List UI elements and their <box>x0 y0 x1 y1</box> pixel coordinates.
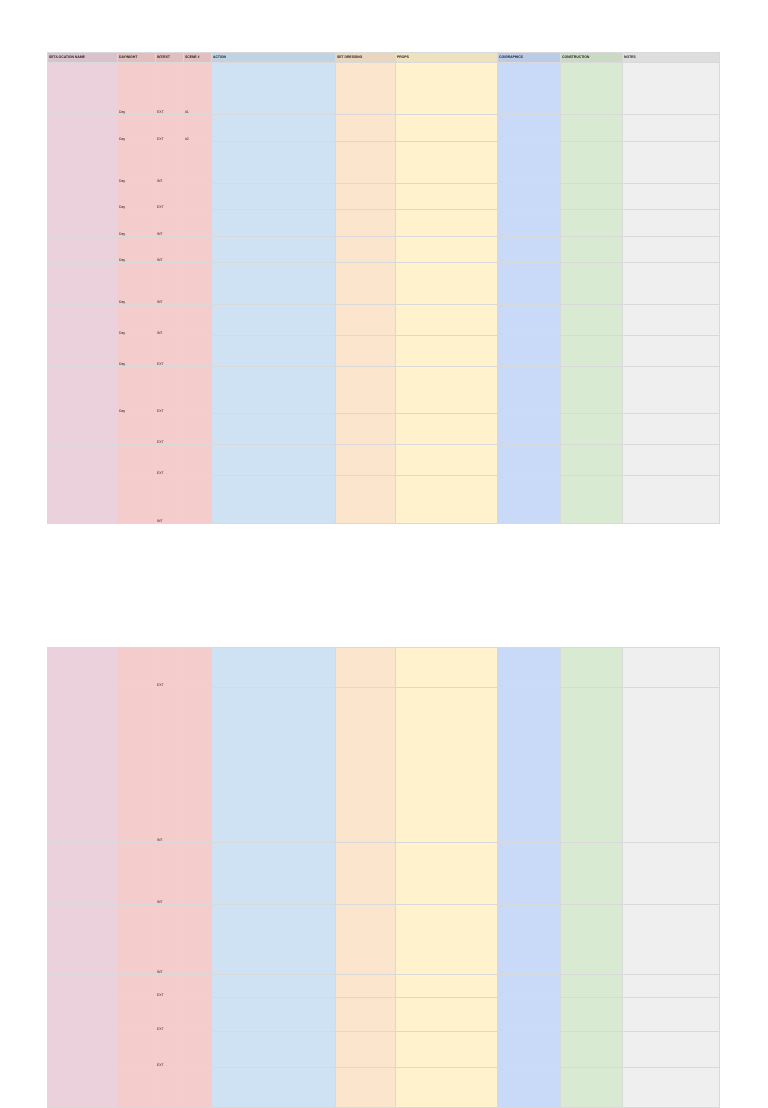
props-cell[interactable] <box>396 476 498 524</box>
notes-cell[interactable] <box>623 1032 720 1068</box>
set-dressing-cell[interactable] <box>336 975 396 998</box>
table-row <box>48 142 720 184</box>
int-ext-cell[interactable]: INT <box>156 237 184 263</box>
cg-graphics-cell[interactable] <box>498 1032 561 1068</box>
set-dressing-cell[interactable] <box>336 905 396 975</box>
props-cell[interactable] <box>396 237 498 263</box>
cg-graphics-cell[interactable] <box>498 476 561 524</box>
table-row <box>48 975 720 998</box>
construction-cell[interactable] <box>561 414 623 445</box>
int-ext-cell[interactable]: EXT <box>156 115 184 142</box>
action-cell[interactable] <box>212 1032 336 1068</box>
notes-cell[interactable] <box>623 115 720 142</box>
cg-graphics-cell[interactable] <box>498 336 561 367</box>
notes-cell[interactable] <box>623 367 720 414</box>
scene-number-cell[interactable] <box>184 688 212 843</box>
scene-number-cell[interactable] <box>184 367 212 414</box>
action-cell[interactable] <box>212 414 336 445</box>
int-ext-cell[interactable]: EXT <box>156 367 184 414</box>
action-cell[interactable] <box>212 63 336 115</box>
day-night-cell[interactable] <box>118 1032 156 1068</box>
notes-cell[interactable] <box>623 843 720 905</box>
action-cell[interactable] <box>212 905 336 975</box>
scene-number-cell[interactable] <box>184 843 212 905</box>
set-location-cell[interactable] <box>48 648 118 688</box>
props-cell[interactable] <box>396 1068 498 1108</box>
construction-cell[interactable] <box>561 648 623 688</box>
table-row <box>48 210 720 237</box>
construction-cell[interactable] <box>561 367 623 414</box>
set-location-cell[interactable] <box>48 115 118 142</box>
table-row <box>48 367 720 414</box>
props-cell[interactable] <box>396 975 498 998</box>
action-cell[interactable] <box>212 305 336 336</box>
cg-graphics-cell[interactable] <box>498 648 561 688</box>
set-location-cell[interactable] <box>48 688 118 843</box>
scene-number-cell[interactable] <box>184 414 212 445</box>
scene-number-cell[interactable] <box>184 263 212 305</box>
cg-graphics-cell[interactable] <box>498 905 561 975</box>
props-cell[interactable] <box>396 184 498 210</box>
set-dressing-cell[interactable] <box>336 263 396 305</box>
construction-cell[interactable] <box>561 1032 623 1068</box>
set-location-cell[interactable] <box>48 336 118 367</box>
int-ext-cell[interactable]: EXT <box>156 975 184 998</box>
props-cell[interactable] <box>396 998 498 1032</box>
set-dressing-cell[interactable] <box>336 336 396 367</box>
table-row <box>48 905 720 975</box>
cg-graphics-cell[interactable] <box>498 237 561 263</box>
scene-number-cell[interactable] <box>184 998 212 1032</box>
scene-number-cell[interactable] <box>184 905 212 975</box>
int-ext-cell[interactable]: INT <box>156 263 184 305</box>
set-dressing-cell[interactable] <box>336 1032 396 1068</box>
set-location-cell[interactable] <box>48 1032 118 1068</box>
cg-graphics-cell[interactable] <box>498 263 561 305</box>
set-location-cell[interactable] <box>48 1068 118 1108</box>
props-cell[interactable] <box>396 843 498 905</box>
props-cell[interactable] <box>396 263 498 305</box>
set-location-cell[interactable] <box>48 237 118 263</box>
set-location-cell[interactable] <box>48 184 118 210</box>
notes-cell[interactable] <box>623 210 720 237</box>
construction-cell[interactable] <box>561 336 623 367</box>
set-location-cell[interactable] <box>48 367 118 414</box>
construction-cell[interactable] <box>561 210 623 237</box>
table-row <box>48 648 720 688</box>
construction-cell[interactable] <box>561 142 623 184</box>
set-location-cell[interactable] <box>48 305 118 336</box>
table-body-bottom <box>48 648 720 1108</box>
action-cell[interactable] <box>212 975 336 998</box>
int-ext-cell[interactable] <box>156 1068 184 1108</box>
set-dressing-cell[interactable] <box>336 142 396 184</box>
int-ext-cell[interactable]: EXT <box>156 445 184 476</box>
notes-cell[interactable] <box>623 688 720 843</box>
breakdown-table-bottom <box>47 647 720 1108</box>
table-row <box>48 184 720 210</box>
props-cell[interactable] <box>396 414 498 445</box>
props-cell[interactable] <box>396 115 498 142</box>
table-body-top <box>48 63 720 524</box>
scene-number-cell[interactable] <box>184 648 212 688</box>
construction-cell[interactable] <box>561 975 623 998</box>
props-cell[interactable] <box>396 905 498 975</box>
scene-number-cell[interactable] <box>184 1068 212 1108</box>
props-cell[interactable] <box>396 305 498 336</box>
day-night-cell[interactable]: Day <box>118 184 156 210</box>
action-cell[interactable] <box>212 142 336 184</box>
set-dressing-cell[interactable] <box>336 843 396 905</box>
notes-cell[interactable] <box>623 184 720 210</box>
header-day-night: DAY/NIGHT <box>118 53 156 63</box>
day-night-cell[interactable] <box>118 998 156 1032</box>
table-row <box>48 414 720 445</box>
day-night-cell[interactable]: Day <box>118 115 156 142</box>
notes-cell[interactable] <box>623 336 720 367</box>
notes-cell[interactable] <box>623 63 720 115</box>
int-ext-cell[interactable]: INT <box>156 905 184 975</box>
int-ext-cell[interactable]: INT <box>156 305 184 336</box>
construction-cell[interactable] <box>561 1068 623 1108</box>
action-cell[interactable] <box>212 115 336 142</box>
day-night-cell[interactable] <box>118 843 156 905</box>
cg-graphics-cell[interactable] <box>498 414 561 445</box>
construction-cell[interactable] <box>561 237 623 263</box>
day-night-cell[interactable]: Day <box>118 63 156 115</box>
set-dressing-cell[interactable] <box>336 237 396 263</box>
day-night-cell[interactable] <box>118 476 156 524</box>
day-night-cell[interactable]: Day <box>118 142 156 184</box>
notes-cell[interactable] <box>623 305 720 336</box>
header-action: ACTION <box>212 53 336 63</box>
set-dressing-cell[interactable] <box>336 115 396 142</box>
int-ext-cell[interactable]: INT <box>156 843 184 905</box>
set-dressing-cell[interactable] <box>336 998 396 1032</box>
construction-cell[interactable] <box>561 998 623 1032</box>
cg-graphics-cell[interactable] <box>498 975 561 998</box>
construction-cell[interactable] <box>561 115 623 142</box>
scene-number-cell[interactable] <box>184 1032 212 1068</box>
scene-number-cell[interactable] <box>184 237 212 263</box>
scene-number-cell[interactable] <box>184 142 212 184</box>
table-row <box>48 63 720 115</box>
set-dressing-cell[interactable] <box>336 1068 396 1108</box>
day-night-cell[interactable]: Day <box>118 237 156 263</box>
notes-cell[interactable] <box>623 476 720 524</box>
props-cell[interactable] <box>396 336 498 367</box>
scene-number-cell[interactable] <box>184 336 212 367</box>
set-dressing-cell[interactable] <box>336 445 396 476</box>
set-dressing-cell[interactable] <box>336 476 396 524</box>
cg-graphics-cell[interactable] <box>498 210 561 237</box>
header-int-ext: INT/EXT <box>156 53 184 63</box>
table-row <box>48 263 720 305</box>
props-cell[interactable] <box>396 210 498 237</box>
set-dressing-cell[interactable] <box>336 210 396 237</box>
int-ext-cell[interactable]: INT <box>156 210 184 237</box>
table-row <box>48 688 720 843</box>
scene-number-cell[interactable]: #1 <box>184 63 212 115</box>
action-cell[interactable] <box>212 210 336 237</box>
int-ext-cell[interactable]: EXT <box>156 184 184 210</box>
notes-cell[interactable] <box>623 975 720 998</box>
day-night-cell[interactable]: Day <box>118 336 156 367</box>
header-cg-graphics: CG/GRAPHICS <box>498 53 561 63</box>
action-cell[interactable] <box>212 688 336 843</box>
day-night-cell[interactable]: Day <box>118 305 156 336</box>
set-location-cell[interactable] <box>48 263 118 305</box>
action-cell[interactable] <box>212 263 336 305</box>
props-cell[interactable] <box>396 445 498 476</box>
int-ext-cell[interactable]: INT <box>156 688 184 843</box>
action-cell[interactable] <box>212 843 336 905</box>
action-cell[interactable] <box>212 336 336 367</box>
set-location-cell[interactable] <box>48 905 118 975</box>
construction-cell[interactable] <box>561 445 623 476</box>
set-dressing-cell[interactable] <box>336 414 396 445</box>
day-night-cell[interactable] <box>118 1068 156 1108</box>
header-construction: CONSTRUCTION <box>561 53 623 63</box>
notes-cell[interactable] <box>623 998 720 1032</box>
cg-graphics-cell[interactable] <box>498 63 561 115</box>
table-row <box>48 336 720 367</box>
props-cell[interactable] <box>396 367 498 414</box>
set-location-cell[interactable] <box>48 476 118 524</box>
set-location-cell[interactable] <box>48 210 118 237</box>
action-cell[interactable] <box>212 998 336 1032</box>
notes-cell[interactable] <box>623 142 720 184</box>
day-night-cell[interactable] <box>118 414 156 445</box>
action-cell[interactable] <box>212 184 336 210</box>
props-cell[interactable] <box>396 1032 498 1068</box>
header-props: PROPS <box>396 53 498 63</box>
scene-number-cell[interactable] <box>184 305 212 336</box>
set-dressing-cell[interactable] <box>336 648 396 688</box>
cg-graphics-cell[interactable] <box>498 115 561 142</box>
breakdown-sheet-top <box>47 52 719 524</box>
set-location-cell[interactable] <box>48 975 118 998</box>
day-night-cell[interactable] <box>118 648 156 688</box>
cg-graphics-cell[interactable] <box>498 445 561 476</box>
cg-graphics-cell[interactable] <box>498 142 561 184</box>
cg-graphics-cell[interactable] <box>498 367 561 414</box>
table-row <box>48 1068 720 1108</box>
header-row <box>48 53 720 63</box>
breakdown-sheet-bottom <box>47 647 719 1108</box>
breakdown-table-top <box>47 52 720 524</box>
action-cell[interactable] <box>212 367 336 414</box>
int-ext-cell[interactable]: INT <box>156 476 184 524</box>
int-ext-cell[interactable]: EXT <box>156 998 184 1032</box>
header-notes: NOTES <box>623 53 720 63</box>
scene-number-cell[interactable] <box>184 184 212 210</box>
set-location-cell[interactable] <box>48 445 118 476</box>
table-row <box>48 1032 720 1068</box>
construction-cell[interactable] <box>561 843 623 905</box>
table-row <box>48 115 720 142</box>
construction-cell[interactable] <box>561 263 623 305</box>
cg-graphics-cell[interactable] <box>498 843 561 905</box>
construction-cell[interactable] <box>561 63 623 115</box>
table-row <box>48 445 720 476</box>
props-cell[interactable] <box>396 142 498 184</box>
cg-graphics-cell[interactable] <box>498 184 561 210</box>
notes-cell[interactable] <box>623 445 720 476</box>
day-night-cell[interactable]: Day <box>118 367 156 414</box>
construction-cell[interactable] <box>561 305 623 336</box>
props-cell[interactable] <box>396 648 498 688</box>
cg-graphics-cell[interactable] <box>498 305 561 336</box>
action-cell[interactable] <box>212 476 336 524</box>
set-dressing-cell[interactable] <box>336 305 396 336</box>
set-location-cell[interactable] <box>48 414 118 445</box>
int-ext-cell[interactable]: EXT <box>156 414 184 445</box>
scene-number-cell[interactable] <box>184 210 212 237</box>
scene-number-cell[interactable] <box>184 476 212 524</box>
props-cell[interactable] <box>396 63 498 115</box>
day-night-cell[interactable] <box>118 905 156 975</box>
set-location-cell[interactable] <box>48 63 118 115</box>
notes-cell[interactable] <box>623 1068 720 1108</box>
table-row <box>48 237 720 263</box>
set-location-cell[interactable] <box>48 843 118 905</box>
set-location-cell[interactable] <box>48 998 118 1032</box>
set-dressing-cell[interactable] <box>336 688 396 843</box>
day-night-cell[interactable] <box>118 688 156 843</box>
construction-cell[interactable] <box>561 184 623 210</box>
cg-graphics-cell[interactable] <box>498 1068 561 1108</box>
set-dressing-cell[interactable] <box>336 367 396 414</box>
day-night-cell[interactable] <box>118 975 156 998</box>
action-cell[interactable] <box>212 1068 336 1108</box>
int-ext-cell[interactable]: INT <box>156 142 184 184</box>
day-night-cell[interactable] <box>118 445 156 476</box>
construction-cell[interactable] <box>561 688 623 843</box>
day-night-cell[interactable]: Day <box>118 210 156 237</box>
int-ext-cell[interactable]: EXT <box>156 648 184 688</box>
table-row <box>48 476 720 524</box>
table-row <box>48 998 720 1032</box>
table-row <box>48 843 720 905</box>
action-cell[interactable] <box>212 237 336 263</box>
header-location: SET/LOCATION NAME <box>48 53 118 63</box>
action-cell[interactable] <box>212 648 336 688</box>
props-cell[interactable] <box>396 688 498 843</box>
notes-cell[interactable] <box>623 237 720 263</box>
notes-cell[interactable] <box>623 263 720 305</box>
notes-cell[interactable] <box>623 414 720 445</box>
notes-cell[interactable] <box>623 648 720 688</box>
day-night-cell[interactable]: Day <box>118 263 156 305</box>
scene-number-cell[interactable]: #2 <box>184 115 212 142</box>
action-cell[interactable] <box>212 445 336 476</box>
header-set-dressing: SET DRESSING <box>336 53 396 63</box>
notes-cell[interactable] <box>623 905 720 975</box>
scene-number-cell[interactable] <box>184 445 212 476</box>
construction-cell[interactable] <box>561 905 623 975</box>
int-ext-cell[interactable]: EXT <box>156 1032 184 1068</box>
header-scene: SCENE # <box>184 53 212 63</box>
table-row <box>48 305 720 336</box>
cg-graphics-cell[interactable] <box>498 688 561 843</box>
int-ext-cell[interactable]: EXT <box>156 63 184 115</box>
scene-number-cell[interactable] <box>184 975 212 998</box>
set-location-cell[interactable] <box>48 142 118 184</box>
cg-graphics-cell[interactable] <box>498 998 561 1032</box>
construction-cell[interactable] <box>561 476 623 524</box>
set-dressing-cell[interactable] <box>336 63 396 115</box>
int-ext-cell[interactable]: EXT <box>156 336 184 367</box>
set-dressing-cell[interactable] <box>336 184 396 210</box>
